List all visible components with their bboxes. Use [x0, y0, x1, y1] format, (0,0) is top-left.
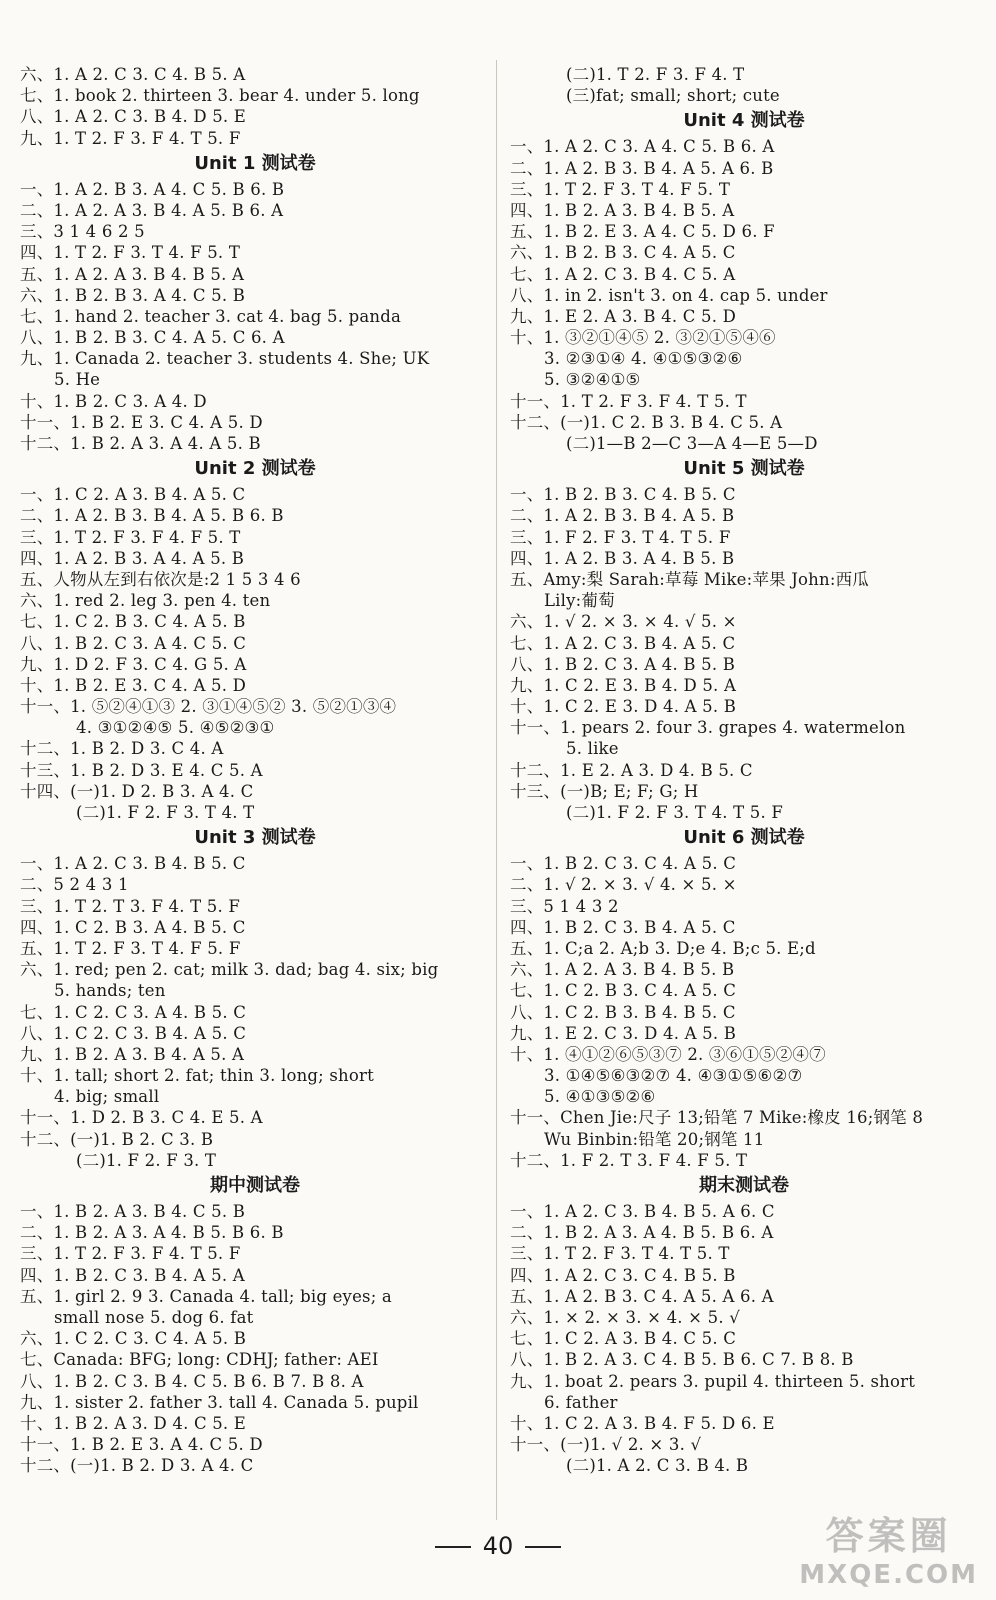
answer-line: 三、1. F 2. F 3. T 4. T 5. F	[510, 527, 731, 547]
answer-line: 七、1. C 2. B 3. C 4. A 5. C	[510, 981, 737, 1001]
answer-line: 四、1. T 2. F 3. T 4. F 5. T	[20, 243, 241, 263]
answer-line: 八、1. B 2. A 3. C 4. B 5. B 6. C 7. B 8. B	[510, 1350, 854, 1370]
right-answer-column	[510, 64, 978, 1476]
answer-line: 二、1. √ 2. × 3. √ 4. × 5. ×	[510, 875, 737, 895]
answer-line: 五、1. A 2. B 3. C 4. A 5. A 6. A	[510, 1286, 774, 1306]
answer-line: 十、1. B 2. C 3. A 4. D	[20, 391, 207, 411]
answer-line: 五、1. B 2. E 3. A 4. C 5. D 6. F	[510, 222, 775, 242]
answer-line-continued: 5. like	[566, 739, 619, 759]
answer-line: 八、1. B 2. C 3. B 4. C 5. B 6. B 7. B 8. A	[20, 1371, 364, 1391]
answer-line: 十二、1. F 2. T 3. F 4. F 5. T	[510, 1150, 748, 1170]
answer-line: 十一、1. B 2. E 3. C 4. A 5. D	[20, 412, 263, 432]
answer-line-continued: (二)1. T 2. F 3. F 4. T	[566, 65, 745, 84]
answer-line: 二、5 2 4 3 1	[20, 875, 129, 895]
answer-line: 十二、1. E 2. A 3. D 4. B 5. C	[510, 760, 753, 780]
answer-line: 九、1. boat 2. pears 3. pupil 4. thirteen 5. short	[510, 1371, 916, 1391]
answer-line: 四、1. B 2. A 3. B 4. B 5. A	[510, 200, 735, 220]
answer-line: 十二、(一)1. B 2. D 3. A 4. C	[20, 1456, 254, 1476]
answer-line: 六、1. √ 2. × 3. × 4. √ 5. ×	[510, 612, 737, 632]
answer-line: 二、1. B 2. A 3. A 4. B 5. B 6. B	[20, 1223, 284, 1243]
watermark-logo	[799, 1505, 978, 1590]
section-heading: Unit 4 测试卷	[683, 110, 805, 132]
watermark-site: MXQE.COM	[799, 1560, 978, 1590]
section-heading: Unit 2 测试卷	[194, 458, 316, 480]
answer-line: 二、1. B 2. A 3. A 4. B 5. B 6. A	[510, 1223, 774, 1243]
answer-line: 十一、Chen Jie:尺子 13;铅笔 7 Mike:橡皮 16;钢笔 8	[510, 1108, 924, 1128]
answer-line: 五、1. T 2. F 3. T 4. F 5. F	[20, 938, 241, 958]
answer-line: 九、1. E 2. C 3. D 4. A 5. B	[510, 1023, 737, 1043]
section-heading: Unit 5 测试卷	[683, 458, 805, 480]
answer-line: 一、1. B 2. C 3. C 4. A 5. C	[510, 854, 737, 874]
answer-line: 三、1. T 2. T 3. F 4. T 5. F	[20, 896, 241, 916]
answer-line: 十二、(一)1. C 2. B 3. B 4. C 5. A	[510, 412, 783, 432]
answer-line: 三、5 1 4 3 2	[510, 896, 619, 916]
answer-line: 十、1. B 2. E 3. C 4. A 5. D	[20, 675, 247, 695]
answer-line: 六、1. C 2. C 3. C 4. A 5. B	[20, 1329, 247, 1349]
answer-line: 七、1. book 2. thirteen 3. bear 4. under 5. long	[20, 86, 420, 106]
answer-line-continued: 6. father	[544, 1392, 618, 1412]
answer-line: 十、1. ③②①④⑤ 2. ③②①⑤④⑥	[510, 328, 776, 348]
answer-line: 三、1. T 2. F 3. T 4. T 5. T	[510, 1244, 730, 1264]
answer-line: 三、3 1 4 6 2 5	[20, 222, 145, 242]
answer-line: 十一、1. ⑤②④①③ 2. ③①④⑤② 3. ⑤②①③④	[20, 697, 397, 717]
answer-line: 八、1. in 2. isn't 3. on 4. cap 5. under	[510, 285, 828, 305]
answer-line: 九、1. C 2. E 3. B 4. D 5. A	[510, 675, 737, 695]
answer-line: 八、1. B 2. B 3. C 4. A 5. C 6. A	[20, 328, 285, 348]
answer-line: 一、1. C 2. A 3. B 4. A 5. C	[20, 485, 246, 505]
answer-line-continued: small nose 5. dog 6. fat	[54, 1307, 254, 1327]
answer-line: 三、1. T 2. F 3. F 4. F 5. T	[20, 527, 241, 547]
answer-line: 十三、1. B 2. D 3. E 4. C 5. A	[20, 760, 263, 780]
answer-line: 二、1. A 2. B 3. B 4. A 5. B 6. B	[20, 506, 284, 526]
answer-line: 十一、1. B 2. E 3. A 4. C 5. D	[20, 1435, 263, 1455]
answer-line: 七、1. A 2. C 3. B 4. A 5. C	[510, 633, 736, 653]
answer-line: 六、1. A 2. A 3. B 4. B 5. B	[510, 960, 735, 980]
answer-line-continued: 4. big; small	[54, 1087, 160, 1107]
left-answer-column	[20, 64, 490, 1476]
answer-line: 十一、1. D 2. B 3. C 4. E 5. A	[20, 1108, 263, 1128]
answer-line-continued: 3. ②③①④ 4. ④①⑤③②⑥	[544, 349, 743, 369]
answer-line-continued: 4. ③①②④⑤ 5. ④⑤②③①	[76, 718, 275, 738]
answer-line: 六、1. B 2. B 3. A 4. C 5. B	[20, 285, 246, 305]
section-heading: Unit 6 测试卷	[683, 827, 805, 849]
column-divider	[496, 60, 497, 1520]
answer-line: 十、1. C 2. A 3. B 4. F 5. D 6. E	[510, 1413, 775, 1433]
answer-line: 一、1. A 2. C 3. B 4. B 5. C	[20, 854, 246, 874]
answer-line: 四、1. A 2. B 3. A 4. B 5. B	[510, 548, 735, 568]
section-heading: 期末测试卷	[699, 1175, 789, 1196]
answer-line: 五、人物从左到右依次是:2 1 5 3 4 6	[20, 569, 301, 589]
answer-line: 七、Canada: BFG; long: CDHJ; father: AEI	[20, 1350, 379, 1370]
footer-dash-left	[435, 1546, 471, 1548]
answer-line-continued: (二)1. F 2. F 3. T 4. T 5. F	[566, 803, 784, 822]
answer-line-continued: (二)1. A 2. C 3. B 4. B	[566, 1456, 749, 1476]
answer-line: 九、1. T 2. F 3. F 4. T 5. F	[20, 128, 241, 148]
answer-line: 六、1. B 2. B 3. C 4. A 5. C	[510, 243, 736, 263]
answer-line: 七、1. hand 2. teacher 3. cat 4. bag 5. panda	[20, 306, 402, 326]
answer-line-continued: 5. hands; ten	[54, 981, 166, 1001]
answer-line-continued: 5. ③②④①⑤	[544, 370, 641, 390]
answer-line-continued: (二)1—B 2—C 3—A 4—E 5—D	[566, 434, 818, 453]
answer-line: 二、1. A 2. B 3. B 4. A 5. B	[510, 506, 735, 526]
answer-line: 十二、1. B 2. D 3. C 4. A	[20, 739, 224, 759]
watermark-title: 答案圈	[825, 1514, 952, 1558]
answer-line: 五、Amy:梨 Sarah:草莓 Mike:苹果 John:西瓜	[510, 569, 869, 589]
answer-line: 九、1. B 2. A 3. B 4. A 5. A	[20, 1044, 245, 1064]
answer-line-continued: (三)fat; small; short; cute	[566, 86, 780, 106]
answer-line-continued: (二)1. F 2. F 3. T 4. T	[76, 803, 255, 822]
answer-line: 七、1. A 2. C 3. B 4. C 5. A	[510, 264, 736, 284]
answer-line: 十、1. C 2. E 3. D 4. A 5. B	[510, 697, 737, 717]
answer-line: 七、1. C 2. B 3. C 4. A 5. B	[20, 612, 246, 632]
answer-line: 九、1. D 2. F 3. C 4. G 5. A	[20, 654, 247, 674]
answer-line: 七、1. C 2. C 3. A 4. B 5. C	[20, 1002, 247, 1022]
answer-line: 八、1. C 2. B 3. B 4. B 5. C	[510, 1002, 736, 1022]
answer-line: 一、1. A 2. C 3. A 4. C 5. B 6. A	[510, 137, 775, 157]
answer-line: 四、1. C 2. B 3. A 4. B 5. C	[20, 917, 246, 937]
answer-line-continued: 3. ①④⑤⑥③②⑦ 4. ④③①⑤⑥②⑦	[544, 1066, 803, 1086]
answer-line: 四、1. A 2. C 3. C 4. B 5. B	[510, 1265, 736, 1285]
answer-line-continued: 5. ④①③⑤②⑥	[544, 1087, 656, 1107]
answer-line: 一、1. A 2. C 3. B 4. B 5. A 6. C	[510, 1202, 775, 1221]
answer-line: 三、1. T 2. F 3. F 4. T 5. F	[20, 1244, 241, 1264]
answer-line: 八、1. B 2. C 3. A 4. B 5. B	[510, 654, 736, 674]
section-heading: Unit 1 测试卷	[194, 152, 316, 174]
answer-line: 六、1. red 2. leg 3. pen 4. ten	[20, 591, 271, 611]
answer-line: 三、1. T 2. F 3. T 4. F 5. T	[510, 179, 731, 199]
answer-line: 十、1. tall; short 2. fat; thin 3. long; short	[20, 1066, 374, 1086]
answer-line: 九、1. E 2. A 3. B 4. C 5. D	[510, 306, 737, 326]
page-number: 40	[482, 1532, 514, 1560]
answer-line: 四、1. B 2. C 3. B 4. A 5. C	[510, 917, 736, 937]
answer-line: 五、1. A 2. A 3. B 4. B 5. A	[20, 264, 245, 284]
answer-line: 八、1. C 2. C 3. B 4. A 5. C	[20, 1023, 247, 1043]
answer-line: 二、1. A 2. A 3. B 4. A 5. B 6. A	[20, 200, 284, 220]
answer-line: 十三、(一)B; E; F; G; H	[510, 781, 699, 801]
answer-line: 六、1. red; pen 2. cat; milk 3. dad; bag 4. six; big	[20, 960, 439, 980]
answer-line: 十四、(一)1. D 2. B 3. A 4. C	[20, 781, 254, 801]
answer-line: 十二、(一)1. B 2. C 3. B	[20, 1129, 214, 1149]
answer-line: 六、1. A 2. C 3. C 4. B 5. A	[20, 65, 246, 84]
answer-line: 一、1. B 2. B 3. C 4. B 5. C	[510, 485, 736, 505]
answer-line: 十一、1. T 2. F 3. F 4. T 5. T	[510, 391, 747, 411]
answer-line-continued: Lily:葡萄	[544, 591, 615, 611]
section-heading: Unit 3 测试卷	[194, 827, 316, 849]
answer-line: 五、1. girl 2. 9 3. Canada 4. tall; big eyes; a	[20, 1286, 392, 1306]
answer-line: 七、1. C 2. A 3. B 4. C 5. C	[510, 1329, 737, 1349]
answer-line: 二、1. A 2. B 3. B 4. A 5. A 6. B	[510, 158, 774, 178]
answer-line: 十二、1. B 2. A 3. A 4. A 5. B	[20, 434, 261, 453]
answer-line: 十、1. B 2. A 3. D 4. C 5. E	[20, 1413, 247, 1433]
answer-line: 十、1. ④①②⑥⑤③⑦ 2. ③⑥①⑤②④⑦	[510, 1044, 826, 1064]
answer-line: 九、1. Canada 2. teacher 3. students 4. She; UK	[20, 349, 430, 369]
answer-line: 九、1. sister 2. father 3. tall 4. Canada 5. pupil	[20, 1392, 419, 1412]
answer-line-continued: Wu Binbin:铅笔 20;钢笔 11	[544, 1129, 765, 1149]
answer-line: 一、1. B 2. A 3. B 4. C 5. B	[20, 1202, 246, 1221]
answer-line-continued: 5. He	[54, 370, 101, 390]
answer-line: 八、1. B 2. C 3. A 4. C 5. C	[20, 633, 247, 653]
answer-line: 五、1. C;a 2. A;b 3. D;e 4. B;c 5. E;d	[510, 938, 816, 958]
answer-line: 六、1. × 2. × 3. × 4. × 5. √	[510, 1307, 740, 1327]
answer-line: 一、1. A 2. B 3. A 4. C 5. B 6. B	[20, 179, 285, 199]
answer-line-continued: (二)1. F 2. F 3. T	[76, 1150, 217, 1170]
answer-line: 八、1. A 2. C 3. B 4. D 5. E	[20, 107, 247, 127]
footer-dash-right	[525, 1546, 561, 1548]
answer-line: 四、1. B 2. C 3. B 4. A 5. A	[20, 1265, 245, 1285]
answer-line: 十一、1. pears 2. four 3. grapes 4. watermelon	[510, 718, 906, 738]
answer-line: 四、1. A 2. B 3. A 4. A 5. B	[20, 548, 245, 568]
section-heading: 期中测试卷	[210, 1175, 300, 1196]
answer-line: 十一、(一)1. √ 2. × 3. √	[510, 1435, 702, 1455]
